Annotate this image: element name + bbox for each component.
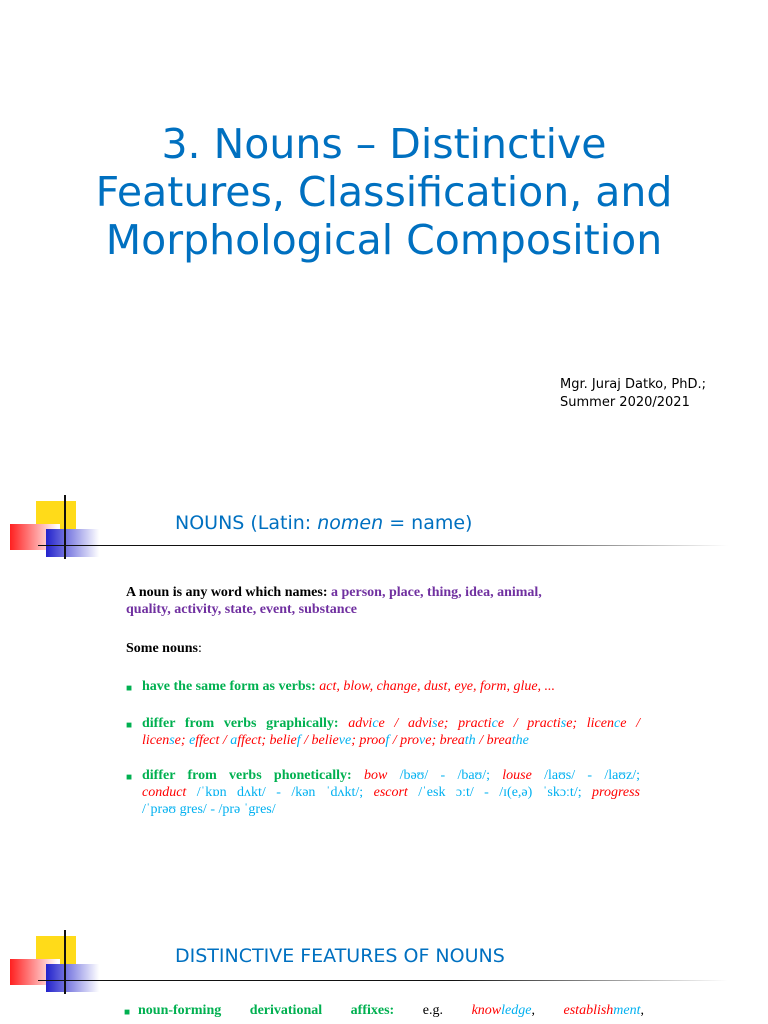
example-fragment: licen xyxy=(586,716,614,731)
example-fragment: /bəʊ/ - /baʊ/; xyxy=(387,768,503,783)
title-line: Features, Classification, and xyxy=(95,168,673,216)
definition-list: a person, place, thing, idea, animal, xyxy=(331,585,542,600)
example-fragment: e / xyxy=(620,716,640,731)
section-title xyxy=(175,512,472,534)
example-fragment: progress xyxy=(592,785,640,800)
title-text: NOUNS (Latin: xyxy=(175,512,318,534)
slide-title xyxy=(0,120,768,264)
example-word: establishment, xyxy=(563,1003,645,1018)
decor-horizontal-line xyxy=(38,545,728,546)
example-fragment: brea xyxy=(439,733,465,748)
latin-word: nomen xyxy=(317,512,384,534)
example-fragment: / xyxy=(475,733,487,748)
example-fragment: /ˈesk ɔːt/ - /ɪ(e,ə) ˈskɔːt/; xyxy=(407,785,593,800)
title-line: 3. Nouns – Distinctive xyxy=(161,120,607,168)
example-fragment: /ˈprəʊ gres/ - /prə ˈgres/ xyxy=(142,802,276,817)
definition-list: quality, activity, state, event, substance xyxy=(126,602,357,617)
bullet-item xyxy=(126,715,640,749)
heading-text: Some nouns xyxy=(126,641,198,656)
bullet-line xyxy=(142,767,640,784)
slide-decoration xyxy=(0,495,768,575)
title-text: = name) xyxy=(383,512,473,534)
example-fragment: ffect / xyxy=(195,733,231,748)
example-fragment: e; xyxy=(174,733,190,748)
example-fragment: e / xyxy=(378,716,409,731)
bullet-label: have the same form as verbs: xyxy=(142,679,320,694)
example-fragment: / xyxy=(389,733,401,748)
example-fragment: /ˈkɒn dʌkt/ - /kən ˈdʌkt/; xyxy=(186,785,374,800)
example-fragment: the xyxy=(511,733,529,748)
example-fragment: s xyxy=(169,733,175,748)
example-fragment: a xyxy=(230,733,238,748)
bullet-examples xyxy=(348,716,640,731)
bullet-examples xyxy=(142,784,640,801)
example-fragment: e; xyxy=(437,716,459,731)
decor-horizontal-line xyxy=(38,980,728,981)
semester: Summer 2020/2021 xyxy=(560,395,690,410)
example-fragment: ffect; xyxy=(237,733,270,748)
example-fragment: th xyxy=(464,733,476,748)
bullet-examples xyxy=(142,801,640,818)
bullet-item xyxy=(124,1002,645,1019)
bullet-icon: ■ xyxy=(124,1007,131,1018)
example-fragment: ve xyxy=(338,733,352,748)
example-fragment: s xyxy=(560,716,567,731)
example-fragment: c xyxy=(613,716,621,731)
colon: : xyxy=(197,641,202,656)
example-fragment: practi xyxy=(527,716,561,731)
example-fragment: louse xyxy=(502,768,532,783)
author-info xyxy=(560,376,706,412)
example-fragment: e xyxy=(189,733,196,748)
section-title: DISTINCTIVE FEATURES OF NOUNS xyxy=(175,945,505,967)
bullet-examples xyxy=(364,768,640,783)
example-fragment: v xyxy=(419,733,426,748)
some-nouns-heading xyxy=(126,640,202,657)
noun-definition xyxy=(126,584,646,618)
example-fragment: practi xyxy=(458,716,492,731)
bullet-item xyxy=(126,678,640,695)
bullet-label: noun-forming derivational affixes: xyxy=(138,1003,395,1018)
example-word: knowledge, xyxy=(471,1003,535,1018)
bullet-examples: act, blow, change, dust, eye, form, glue, ... xyxy=(319,679,556,694)
example-fragment: brea xyxy=(486,733,512,748)
example-fragment: bow xyxy=(363,768,388,783)
example-fragment: ; xyxy=(351,733,360,748)
title-line: Morphological Composition xyxy=(105,216,663,264)
decor-vertical-line xyxy=(64,930,66,994)
eg-text: e.g. xyxy=(422,1003,443,1018)
example-fragment: conduct xyxy=(142,785,187,800)
example-fragment: belie xyxy=(311,733,339,748)
example-fragment: advi xyxy=(348,716,373,731)
example-fragment: /laʊs/ - /laʊz/; xyxy=(531,768,640,783)
bullet-icon: ■ xyxy=(126,720,133,731)
bullet-examples xyxy=(142,732,640,749)
example-fragment: e / xyxy=(497,716,528,731)
example-fragment: e; xyxy=(566,716,587,731)
example-fragment: s xyxy=(432,716,438,731)
example-fragment: / xyxy=(300,733,312,748)
decor-blue-bar xyxy=(46,529,102,557)
author-name: Mgr. Juraj Datko, PhD.; xyxy=(560,377,706,392)
example-fragment: proo xyxy=(359,733,386,748)
example-fragment: licen xyxy=(142,733,170,748)
decor-blue-bar xyxy=(46,964,102,992)
example-fragment: f xyxy=(296,733,301,748)
definition-lead: A noun is any word which names: xyxy=(126,585,331,600)
example-fragment: belie xyxy=(269,733,297,748)
example-fragment: f xyxy=(385,733,390,748)
example-fragment: e; xyxy=(425,733,440,748)
slide-decoration xyxy=(0,930,768,1010)
example-fragment: c xyxy=(372,716,379,731)
bullet-icon: ■ xyxy=(126,683,133,694)
bullet-item xyxy=(126,767,640,818)
example-fragment: c xyxy=(491,716,498,731)
example-fragment: escort xyxy=(373,785,408,800)
decor-vertical-line xyxy=(64,495,66,559)
example-fragment: pro xyxy=(400,733,420,748)
bullet-label: differ from verbs phonetically: xyxy=(142,768,364,783)
bullet-icon: ■ xyxy=(126,772,133,783)
bullet-line xyxy=(142,715,640,732)
example-fragment: advi xyxy=(408,716,433,731)
bullet-label: differ from verbs graphically: xyxy=(142,716,349,731)
